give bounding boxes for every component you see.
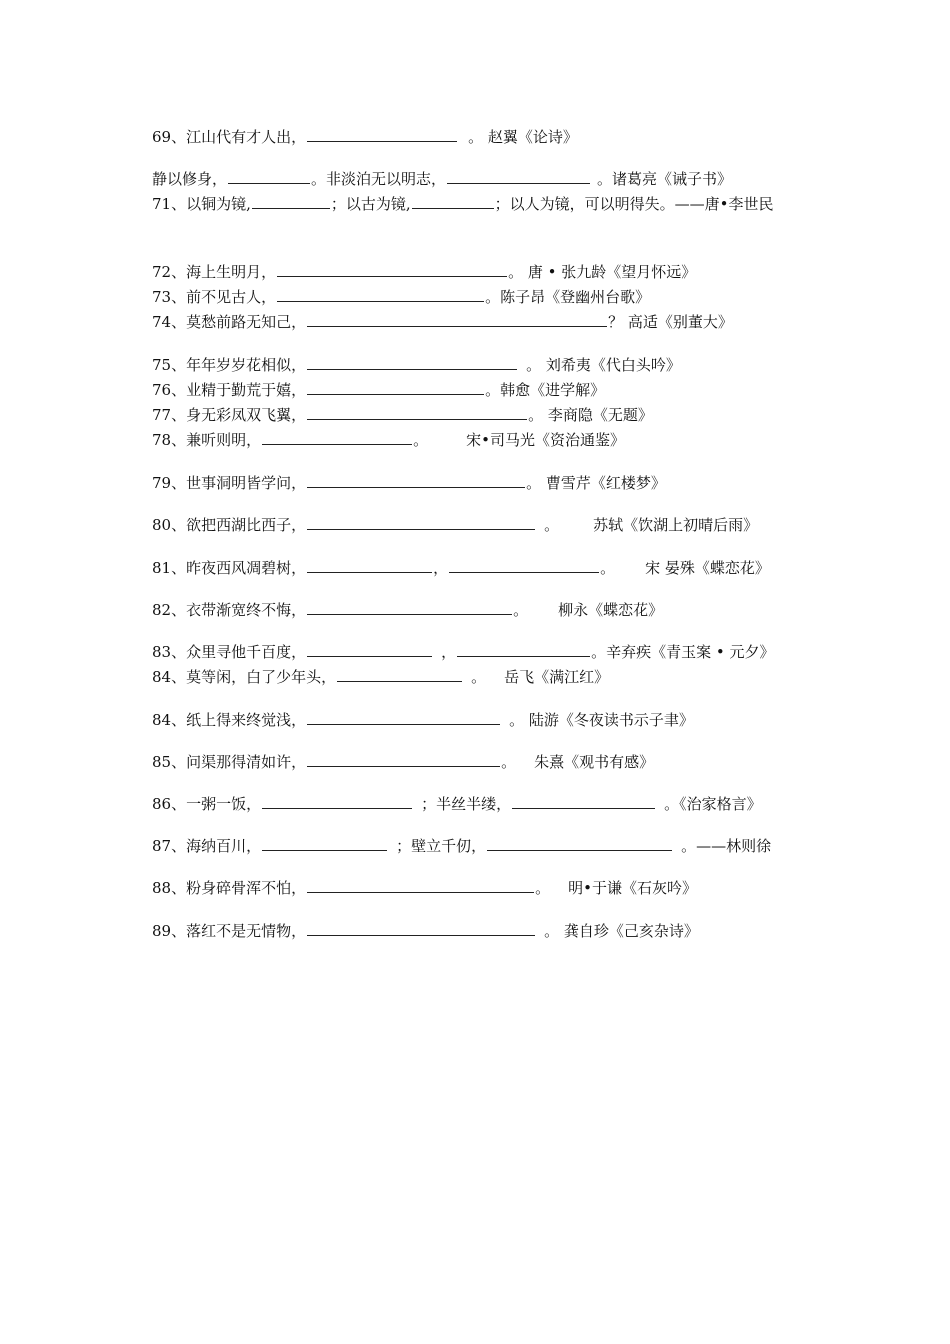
answer-blank[interactable] — [307, 515, 535, 530]
answer-blank[interactable] — [307, 878, 534, 893]
prompt-text: ， — [433, 559, 449, 577]
question-83 — [152, 642, 800, 662]
prompt-text: 83、众里寻他千百度， — [152, 643, 307, 661]
prompt-text: ；以古为镜, — [330, 195, 411, 213]
question-78 — [152, 430, 800, 450]
question-72 — [152, 262, 800, 282]
answer-blank[interactable] — [307, 921, 535, 936]
question-84b — [152, 710, 800, 730]
prompt-text: 88、粉身碎骨浑不怕， — [152, 879, 307, 897]
question-86 — [152, 794, 800, 814]
answer-blank[interactable] — [412, 194, 494, 209]
question-73 — [152, 287, 800, 307]
prompt-text: 82、衣带渐宽终不悔， — [152, 601, 307, 619]
source-text: 。《治家格言》 — [664, 795, 762, 813]
source-text: 。 刘希夷《代白头吟》 — [526, 356, 681, 374]
answer-blank[interactable] — [307, 473, 525, 488]
answer-blank[interactable] — [252, 194, 330, 209]
answer-blank[interactable] — [487, 836, 672, 851]
prompt-text: 75、年年岁岁花相似， — [152, 356, 307, 374]
prompt-text: 。 — [413, 431, 429, 449]
source-text: 。 赵翼《论诗》 — [468, 128, 578, 146]
prompt-text: ， — [441, 643, 457, 661]
answer-blank[interactable] — [449, 558, 599, 573]
source-text: 宋 晏殊《蝶恋花》 — [645, 559, 770, 577]
source-text: 。诸葛亮《诫子书》 — [597, 170, 733, 188]
source-text: 。韩愈《进学解》 — [485, 381, 606, 399]
source-text: ？ 高适《别董大》 — [608, 313, 733, 331]
question-82 — [152, 600, 800, 620]
source-text: 。 陆游《冬夜读书示子聿》 — [509, 711, 694, 729]
prompt-text: 。 — [471, 668, 487, 686]
prompt-text: 77、身无彩凤双飞翼， — [152, 406, 307, 424]
prompt-text: 72、海上生明月， — [152, 263, 277, 281]
source-text: 苏轼《饮湖上初晴后雨》 — [593, 516, 759, 534]
prompt-text: 静以修身， — [152, 170, 228, 188]
prompt-text: 。 — [513, 601, 529, 619]
source-text: 。——林则徐 — [681, 837, 772, 855]
source-text: ；以人为镜，可以明得失。——唐•李世民 — [494, 195, 774, 213]
source-text: 。陈子昂《登幽州台歌》 — [485, 288, 651, 306]
prompt-text: 76、业精于勤荒于嬉， — [152, 381, 307, 399]
prompt-text: 74、莫愁前路无知己， — [152, 313, 307, 331]
answer-blank[interactable] — [457, 642, 590, 657]
answer-blank[interactable] — [262, 430, 412, 445]
prompt-text: 78、兼听则明， — [152, 431, 262, 449]
prompt-text: 80、欲把西湖比西子， — [152, 516, 307, 534]
answer-blank[interactable] — [307, 380, 484, 395]
question-81 — [152, 558, 800, 578]
prompt-text: 87、海纳百川， — [152, 837, 262, 855]
question-75 — [152, 355, 800, 375]
prompt-text: 86、一粥一饭， — [152, 795, 262, 813]
answer-blank[interactable] — [277, 262, 507, 277]
source-text: 。 唐 • 张九龄《望月怀远》 — [508, 263, 697, 281]
prompt-text: ；半丝半缕， — [421, 795, 512, 813]
answer-blank[interactable] — [307, 355, 517, 370]
source-text: 。 龚自珍《己亥杂诗》 — [544, 922, 699, 940]
prompt-text: 。 — [535, 879, 551, 897]
answer-blank[interactable] — [337, 667, 462, 682]
source-text: 。辛弃疾《青玉案 • 元夕》 — [591, 643, 775, 661]
prompt-text: 73、前不见古人， — [152, 288, 277, 306]
question-70 — [152, 169, 800, 189]
question-80 — [152, 515, 800, 535]
prompt-text: 71、以铜为镜, — [152, 195, 251, 213]
source-text: 。 李商隐《无题》 — [528, 406, 653, 424]
answer-blank[interactable] — [512, 794, 655, 809]
answer-blank[interactable] — [307, 312, 607, 327]
prompt-text: 81、昨夜西风凋碧树， — [152, 559, 307, 577]
prompt-text: 。 — [600, 559, 616, 577]
answer-blank[interactable] — [262, 794, 412, 809]
answer-blank[interactable] — [277, 287, 484, 302]
source-text: 。 曹雪芹《红楼梦》 — [526, 474, 666, 492]
source-text: 岳飞《满江红》 — [504, 668, 610, 686]
prompt-text: ；壁立千仞， — [396, 837, 487, 855]
source-text: 明•于谦《石灰吟》 — [568, 879, 697, 897]
question-77 — [152, 405, 800, 425]
source-text: 柳永《蝶恋花》 — [558, 601, 664, 619]
answer-blank[interactable] — [307, 710, 500, 725]
answer-blank[interactable] — [307, 127, 457, 142]
prompt-text: 。非淡泊无以明志， — [311, 170, 447, 188]
question-79 — [152, 473, 800, 493]
prompt-text: 79、世事洞明皆学问， — [152, 474, 307, 492]
question-85 — [152, 752, 800, 772]
question-71 — [152, 192, 800, 216]
prompt-text: 69、江山代有才人出， — [152, 128, 307, 146]
question-76 — [152, 380, 800, 400]
question-87 — [152, 836, 800, 856]
prompt-text: 84、莫等闲，白了少年头， — [152, 668, 337, 686]
answer-blank[interactable] — [262, 836, 387, 851]
answer-blank[interactable] — [307, 642, 432, 657]
answer-blank[interactable] — [307, 405, 527, 420]
answer-blank[interactable] — [228, 169, 310, 184]
source-text: 宋•司马光《资治通鉴》 — [466, 431, 625, 449]
answer-blank[interactable] — [447, 169, 590, 184]
answer-blank[interactable] — [307, 752, 500, 767]
prompt-text: 。 — [501, 753, 517, 771]
prompt-text: 84、纸上得来终觉浅， — [152, 711, 307, 729]
question-69 — [152, 127, 800, 147]
prompt-text: 。 — [544, 516, 560, 534]
source-text: 朱熹《观书有感》 — [534, 753, 655, 771]
question-89 — [152, 921, 800, 941]
prompt-text: 85、问渠那得清如许， — [152, 753, 307, 771]
prompt-text: 89、落红不是无情物， — [152, 922, 307, 940]
question-88 — [152, 878, 800, 898]
question-74 — [152, 312, 800, 332]
question-84a — [152, 667, 800, 687]
answer-blank[interactable] — [307, 558, 432, 573]
answer-blank[interactable] — [307, 600, 512, 615]
